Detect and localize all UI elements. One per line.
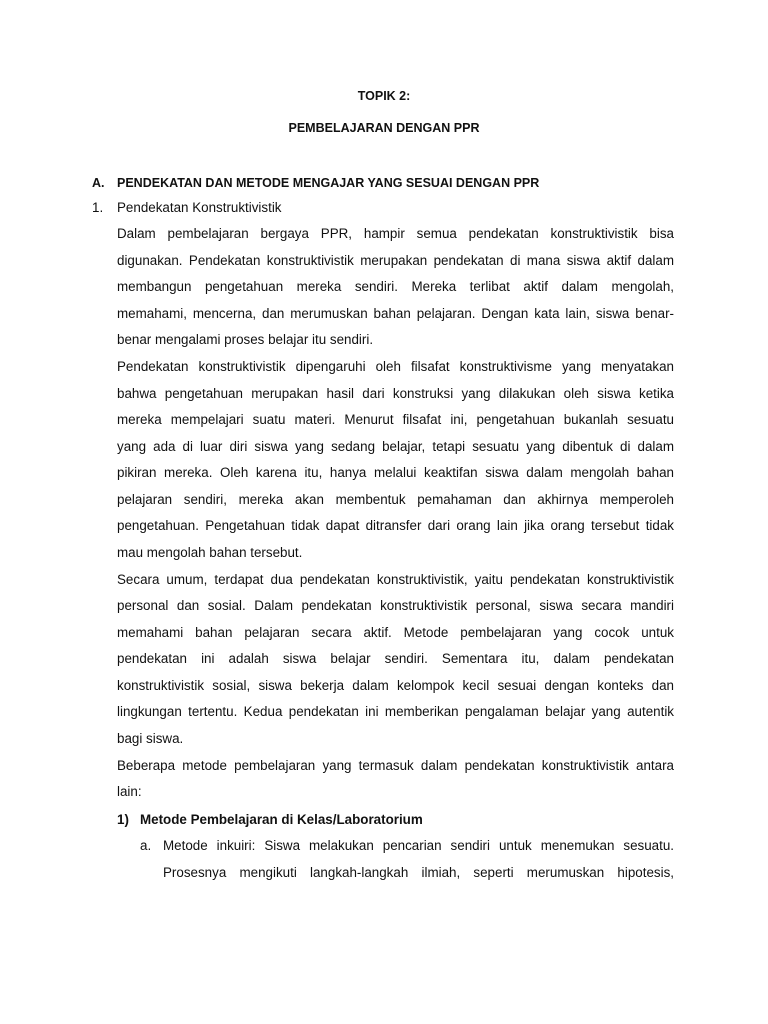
paragraph-3-line: konstruktivistik sosial, siswa bekerja dalam kelompok kecil sesuai dengan konteks dan — [117, 678, 674, 693]
subsection-1-marker: 1) — [117, 812, 129, 827]
paragraph-3-line: lingkungan tertentu. Kedua pendekatan ini memberikan pengalaman belajar yang autentik — [117, 704, 674, 719]
paragraph-2-line: yang ada di luar diri siswa yang sedang belajar, tetapi sesuatu yang dibentuk di dalam — [117, 439, 674, 454]
paragraph-2-line: mereka mempelajari suatu materi. Menurut filsafat ini, pengetahuan bukanlah sesuatu — [117, 412, 674, 427]
subitem-a-line: Prosesnya mengikuti langkah-langkah ilmiah, seperti merumuskan hipotesis, — [163, 865, 674, 880]
paragraph-1-line: memahami, mencerna, dan merumuskan bahan pelajaran. Dengan kata lain, siswa benar- — [117, 306, 674, 321]
paragraph-3-line: memahami bahan pelajaran secara aktif. Metode pembelajaran yang cocok untuk — [117, 625, 674, 640]
paragraph-2-line: pengetahuan. Pengetahuan tidak dapat ditransfer dari orang lain jika orang tersebut tidak — [117, 518, 674, 533]
paragraph-3-line: bagi siswa. — [117, 731, 184, 746]
subitem-a-marker: a. — [140, 838, 152, 853]
section-a-heading: PENDEKATAN DAN METODE MENGAJAR YANG SESUAI DENGAN PPR — [117, 176, 540, 190]
paragraph-3-line: Secara umum, terdapat dua pendekatan konstruktivistik, yaitu pendekatan konstruktivistik — [117, 572, 674, 587]
paragraph-2-line: Pendekatan konstruktivistik dipengaruhi oleh filsafat konstruktivisme yang menyatakan — [117, 359, 674, 374]
item-1-marker: 1. — [92, 200, 104, 215]
section-a-marker: A. — [92, 176, 105, 190]
paragraph-2-line: mau mengolah bahan tersebut. — [117, 545, 303, 560]
paragraph-2-line: bahwa pengetahuan merupakan hasil dari konstruksi yang dilakukan oleh siswa ketika — [117, 386, 674, 401]
page-subtitle: PEMBELAJARAN DENGAN PPR — [288, 121, 480, 135]
paragraph-2-line: pikiran mereka. Oleh karena itu, hanya melalui keaktifan siswa dalam mengolah bahan — [117, 465, 674, 480]
paragraph-4-line: Beberapa metode pembelajaran yang termasuk dalam pendekatan konstruktivistik antara — [117, 758, 674, 773]
paragraph-1-line: membangun pengetahuan mereka sendiri. Mereka terlibat aktif dalam mengolah, — [117, 279, 674, 294]
paragraph-1-line: digunakan. Pendekatan konstruktivistik merupakan pendekatan di mana siswa aktif dalam — [117, 253, 674, 268]
item-1-heading: Pendekatan Konstruktivistik — [117, 200, 282, 215]
paragraph-2-line: pelajaran sendiri, mereka akan membentuk pemahaman dan akhirnya memperoleh — [117, 492, 674, 507]
paragraph-4-line: lain: — [117, 784, 142, 799]
paragraph-1-line: Dalam pembelajaran bergaya PPR, hampir semua pendekatan konstruktivistik bisa — [117, 226, 674, 241]
paragraph-1-line: benar mengalami proses belajar itu sendiri. — [117, 332, 374, 347]
page-title: TOPIK 2: — [357, 89, 411, 103]
paragraph-3-line: personal dan sosial. Dalam pendekatan konstruktivistik personal, siswa secara mandiri — [117, 598, 674, 613]
subitem-a-line: Metode inkuiri: Siswa melakukan pencarian sendiri untuk menemukan sesuatu. — [163, 838, 674, 853]
subsection-1-heading: Metode Pembelajaran di Kelas/Laboratorium — [140, 812, 423, 827]
paragraph-3-line: pendekatan ini adalah siswa belajar sendiri. Sementara itu, dalam pendekatan — [117, 651, 674, 666]
